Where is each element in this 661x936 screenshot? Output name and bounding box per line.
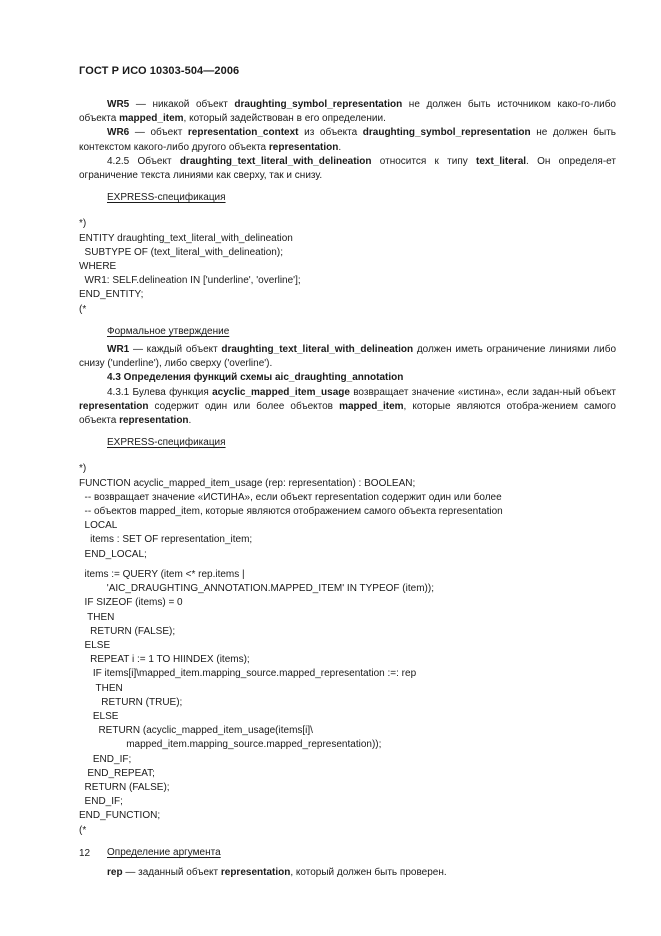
paragraph-wr5 xyxy=(79,98,616,126)
code-line: items := QUERY (item <* rep.items | xyxy=(79,568,245,580)
entity-name: representation xyxy=(268,141,339,153)
code-line: 'AIC_DRAUGHTING_ANNOTATION.MAPPED_ITEM' IN TYPEOF (item)); xyxy=(79,583,434,595)
text: Объект xyxy=(129,155,180,167)
entity-name: representation xyxy=(220,866,291,878)
express-spec-label: EXPRESS-спецификация xyxy=(107,437,226,449)
code-line: REPEAT i := 1 TO HIINDEX (items); xyxy=(79,654,250,666)
code-line: IF SIZEOF (items) = 0 xyxy=(79,597,183,609)
express-spec-label: EXPRESS-спецификация xyxy=(107,192,226,204)
function-name: acyclic_mapped_item_usage xyxy=(212,386,350,398)
code-line: *) xyxy=(79,463,87,475)
entity-name: representation_context xyxy=(187,127,299,139)
entity-name: mapped_item xyxy=(119,113,184,125)
text: содержит один или более объектов xyxy=(148,400,340,412)
code-line: RETURN (TRUE); xyxy=(79,696,183,708)
code-line: END_IF; xyxy=(79,753,132,765)
text: относится к типу xyxy=(371,155,477,167)
code-line: FUNCTION acyclic_mapped_item_usage (rep: representation) : BOOLEAN; xyxy=(79,477,416,489)
text: , которые являются отобра-жением самого объекта xyxy=(79,400,616,427)
rule-term: WR6 xyxy=(107,127,130,139)
text: — никакой объект xyxy=(129,99,235,110)
argument-definition-label: Определение аргумента xyxy=(107,846,221,858)
clause-number: 4.2.5 xyxy=(107,155,130,167)
text: должен иметь ограничение линиями либо снизу ('underline'), либо сверху ('overline'). xyxy=(79,344,617,370)
code-line: THEN xyxy=(79,682,123,694)
paragraph-rep xyxy=(79,866,616,880)
code-block-function-body xyxy=(79,568,616,838)
code-line: WHERE xyxy=(79,261,117,273)
paragraph-4-2-5 xyxy=(79,155,616,183)
code-line: *) xyxy=(79,218,87,230)
text: . xyxy=(338,141,342,153)
code-line: RETURN (FALSE); xyxy=(79,781,170,793)
code-line: THEN xyxy=(79,611,115,623)
text: , который задействован в его определении. xyxy=(183,113,386,125)
code-line: mapped_item.mapping_source.mapped_representation)); xyxy=(79,739,382,751)
entity-name: draughting_symbol_representation xyxy=(362,127,531,139)
code-line: items : SET OF representation_item; xyxy=(79,534,253,546)
formal-statement-label: Формальное утверждение xyxy=(107,325,230,337)
entity-name: mapped_item xyxy=(339,400,404,412)
entity-name: representation xyxy=(79,400,149,412)
entity-name: representation xyxy=(119,415,189,427)
code-line: END_FUNCTION; xyxy=(79,810,161,822)
text: . Он определя-ет ограничение текста линиями как сверху, так и снизу. xyxy=(79,155,616,182)
entity-name: draughting_text_literal_with_delineation xyxy=(179,155,372,167)
text: — заданный объект xyxy=(122,866,221,878)
code-line: -- возвращает значение «ИСТИНА», если объект representation содержит один или более xyxy=(79,491,502,503)
section-title-4-3: 4.3 Определения функций схемы aic_draughting_annotation xyxy=(107,372,404,384)
code-line: END_ENTITY; xyxy=(79,289,144,301)
paragraph-wr6 xyxy=(79,126,616,154)
text: из объекта xyxy=(298,127,363,139)
code-line: -- объектов mapped_item, которые являются отображением самого объекта representation xyxy=(79,506,503,518)
entity-name: draughting_symbol_representation xyxy=(234,99,403,110)
paragraph-wr1 xyxy=(79,343,616,371)
argument-name: rep xyxy=(107,866,123,878)
entity-name: draughting_text_literal_with_delineation xyxy=(221,344,414,356)
code-line: ELSE xyxy=(79,639,111,651)
code-line: SUBTYPE OF (text_literal_with_delineation); xyxy=(79,246,283,258)
text: — объект xyxy=(129,127,188,139)
page-header: ГОСТ Р ИСО 10303-504—2006 xyxy=(79,65,240,77)
code-line: RETURN (acyclic_mapped_item_usage(items[i]\ xyxy=(79,725,313,737)
text: — каждый объект xyxy=(129,344,222,356)
paragraph-4-3-1 xyxy=(79,386,616,429)
text: не должен быть источником како-го-либо объекта xyxy=(79,99,616,125)
code-block-entity xyxy=(79,217,616,316)
code-block-function-head xyxy=(79,462,616,561)
code-line: ELSE xyxy=(79,710,119,722)
text: возвращает значение «истина», если задан-ный объект xyxy=(349,386,616,398)
code-line: (* xyxy=(79,303,87,315)
code-line: END_LOCAL; xyxy=(79,548,147,560)
document-body xyxy=(79,98,616,880)
rule-term: WR5 xyxy=(107,99,130,110)
code-line: RETURN (FALSE); xyxy=(79,625,176,637)
code-line: WR1: SELF.delineation IN ['underline', 'overline']; xyxy=(79,275,301,287)
text: не должен быть контекстом какого-либо другого объекта xyxy=(79,127,616,153)
rule-term: WR1 xyxy=(107,344,130,356)
entity-name: text_literal xyxy=(476,155,527,167)
text: , который должен быть проверен. xyxy=(290,866,447,878)
code-line: IF items[i]\mapped_item.mapping_source.mapped_representation :=: rep xyxy=(79,668,417,680)
code-line: END_IF; xyxy=(79,796,123,808)
code-line: ENTITY draughting_text_literal_with_delineation xyxy=(79,232,293,244)
page-number: 12 xyxy=(79,848,91,859)
text: 4.3.1 Булева функция xyxy=(107,386,213,398)
text: . xyxy=(188,415,192,427)
code-line: END_REPEAT; xyxy=(79,767,155,779)
code-line: (* xyxy=(79,824,87,836)
code-line: LOCAL xyxy=(79,520,118,532)
